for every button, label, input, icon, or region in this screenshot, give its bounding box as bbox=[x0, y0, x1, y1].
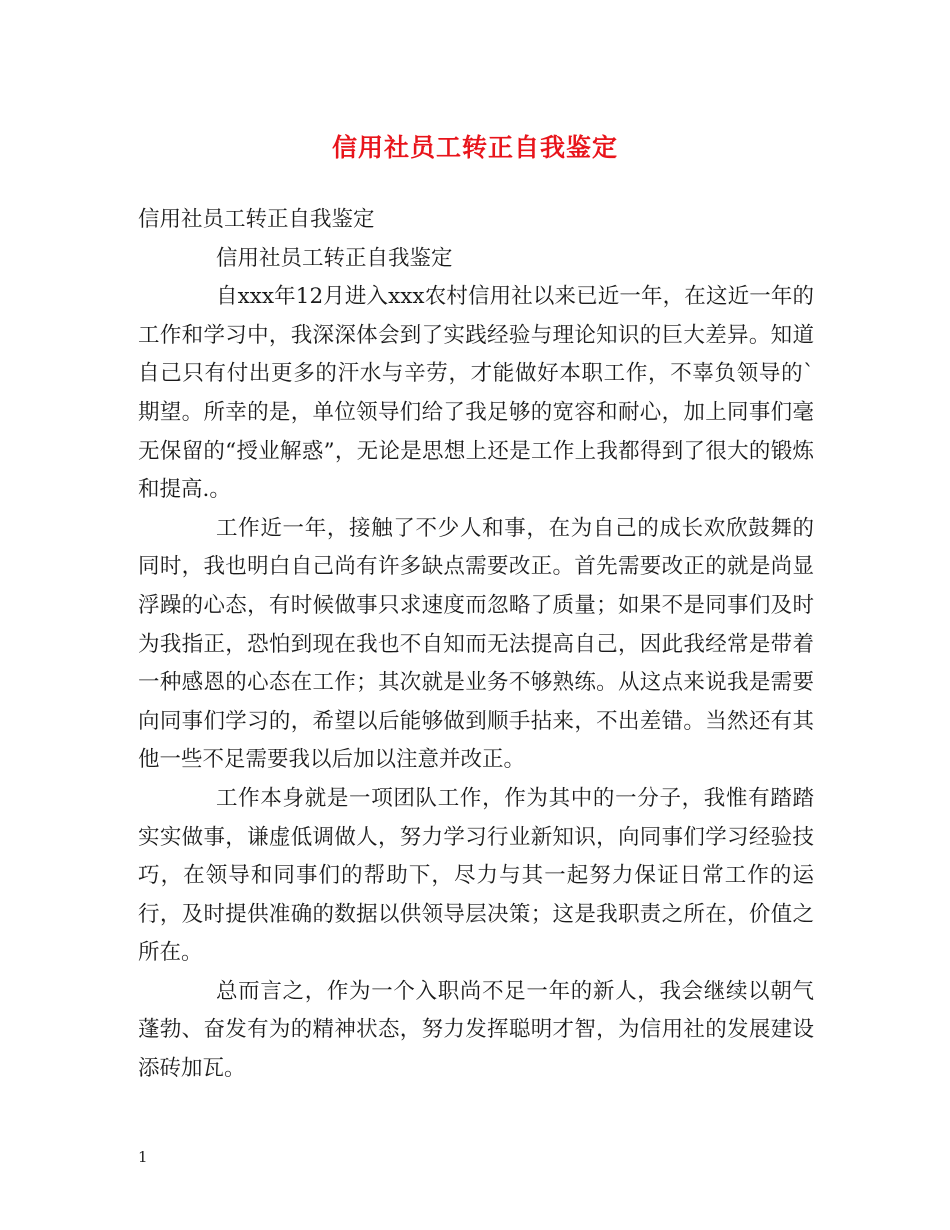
body-heading: 信用社员工转正自我鉴定 bbox=[138, 207, 375, 232]
page-number: 1 bbox=[138, 1148, 148, 1166]
paragraph-2: 工作近一年，接触了不少人和事，在为自己的成长欢欣鼓舞的同时，我也明白自己尚有许多缺点需要改正。首先需要改正的就是尚显浮躁的心态，有时候做事只求速度而忽略了质量；如果不是同事们及时为我指正，恐怕到现在我也不自知而无法提高自己，因此我经常是带着一种感恩的心态在工作；其次就是业务不够熟练。从这点来说我是需要向同事们学习的，希望以后能够做到顺手拈来，不出差错。当然还有其他一些不足需要我以后加以注意并改正。 bbox=[138, 515, 814, 773]
paragraph-4: 总而言之，作为一个入职尚不足一年的新人，我会继续以朝气蓬勃、奋发有为的精神状态，努力发挥聪明才智，为信用社的发展建设添砖加瓦。 bbox=[138, 978, 814, 1082]
document-title: 信用社员工转正自我鉴定 bbox=[331, 133, 618, 162]
document-body bbox=[138, 201, 814, 1089]
body-subheading: 信用社员工转正自我鉴定 bbox=[216, 245, 453, 271]
paragraph-1: 自xxx年12月进入xxx农村信用社以来已近一年，在这近一年的工作和学习中，我深深体会到了实践经验与理论知识的巨大差异。知道自己只有付出更多的汗水与辛劳，才能做好本职工作，不辜负领导的`期望。所幸的是，单位领导们给了我足够的宽容和耐心，加上同事们毫无保留的“授业解惑”，无论是思想上还是工作上我都得到了很大的锻炼和提高.。 bbox=[138, 284, 814, 503]
paragraph-3: 工作本身就是一项团队工作，作为其中的一分子，我惟有踏踏实实做事，谦虚低调做人，努力学习行业新知识，向同事们学习经验技巧，在领导和同事们的帮助下，尽力与其一起努力保证日常工作的运行，及时提供准确的数据以供领导层决策；这是我职责之所在，价值之所在。 bbox=[138, 785, 814, 966]
